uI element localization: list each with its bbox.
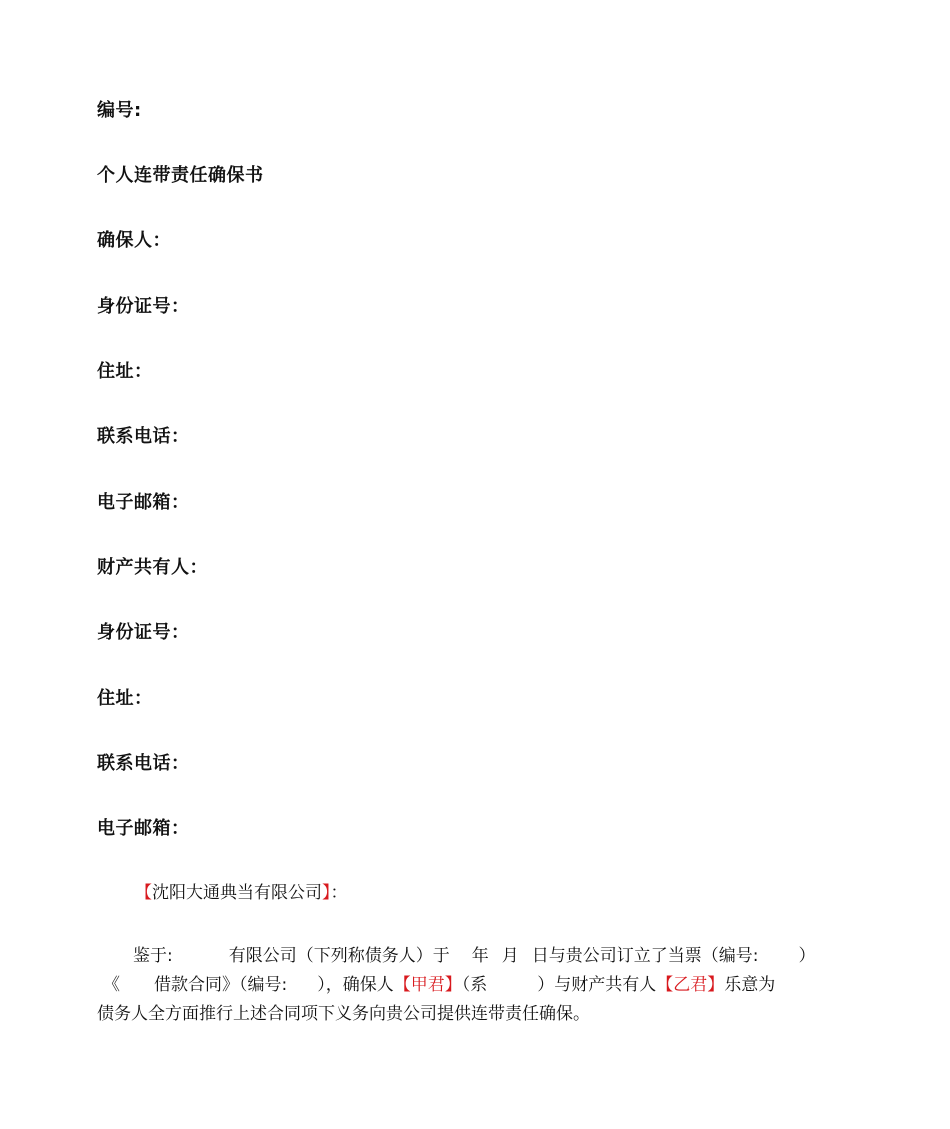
body-text: 借款合同》（编号: xyxy=(154,975,288,995)
guarantor-id-label: 身份证号： xyxy=(97,296,190,317)
document-number-label: 编号: xyxy=(97,100,142,121)
guarantor-name-label: 确保人： xyxy=(97,230,171,251)
guarantor-email-label: 电子邮箱： xyxy=(97,492,190,513)
body-text: ）与财产共有人 xyxy=(537,975,657,995)
body-text: 有限公司（下列称债务人）于 xyxy=(228,946,450,966)
body-text: 鉴于: xyxy=(133,946,173,966)
salutation-bracket-close: 】 xyxy=(322,883,331,903)
guarantor-address-label: 住址： xyxy=(97,361,153,382)
placeholder-party-a: 【甲君】 xyxy=(393,975,462,995)
body-text: 年 xyxy=(471,946,489,966)
body-line-2 xyxy=(103,971,775,1000)
body-line-1 xyxy=(133,942,815,971)
document-title: 个人连带责任确保书 xyxy=(97,165,264,186)
body-text: 月 xyxy=(501,946,519,966)
co-owner-email-label: 电子邮箱： xyxy=(97,818,190,839)
body-text: ），确保人 xyxy=(317,975,394,995)
body-text: 日与贵公司订立了当票（编号: xyxy=(531,946,759,966)
salutation-company: 沈阳大通典当有限公司 xyxy=(152,883,322,903)
salutation-bracket-open: 【 xyxy=(135,883,152,903)
body-text: ） xyxy=(798,946,816,966)
body-line-3: 债务人全方面推行上述合同项下义务向贵公司提供连带责任确保。 xyxy=(97,1004,590,1024)
salutation-colon: ： xyxy=(330,883,348,903)
co-owner-phone-label: 联系电话： xyxy=(97,753,190,774)
body-text: （系 xyxy=(461,975,488,995)
body-text: 《 xyxy=(103,975,120,995)
salutation xyxy=(135,881,348,905)
co-owner-id-label: 身份证号： xyxy=(97,622,190,643)
guarantor-phone-label: 联系电话： xyxy=(97,426,190,447)
co-owner-address-label: 住址： xyxy=(97,688,153,709)
co-owner-name-label: 财产共有人： xyxy=(97,557,208,578)
placeholder-party-b: 【乙君】 xyxy=(656,975,725,995)
body-text: 乐意为 xyxy=(724,975,776,995)
